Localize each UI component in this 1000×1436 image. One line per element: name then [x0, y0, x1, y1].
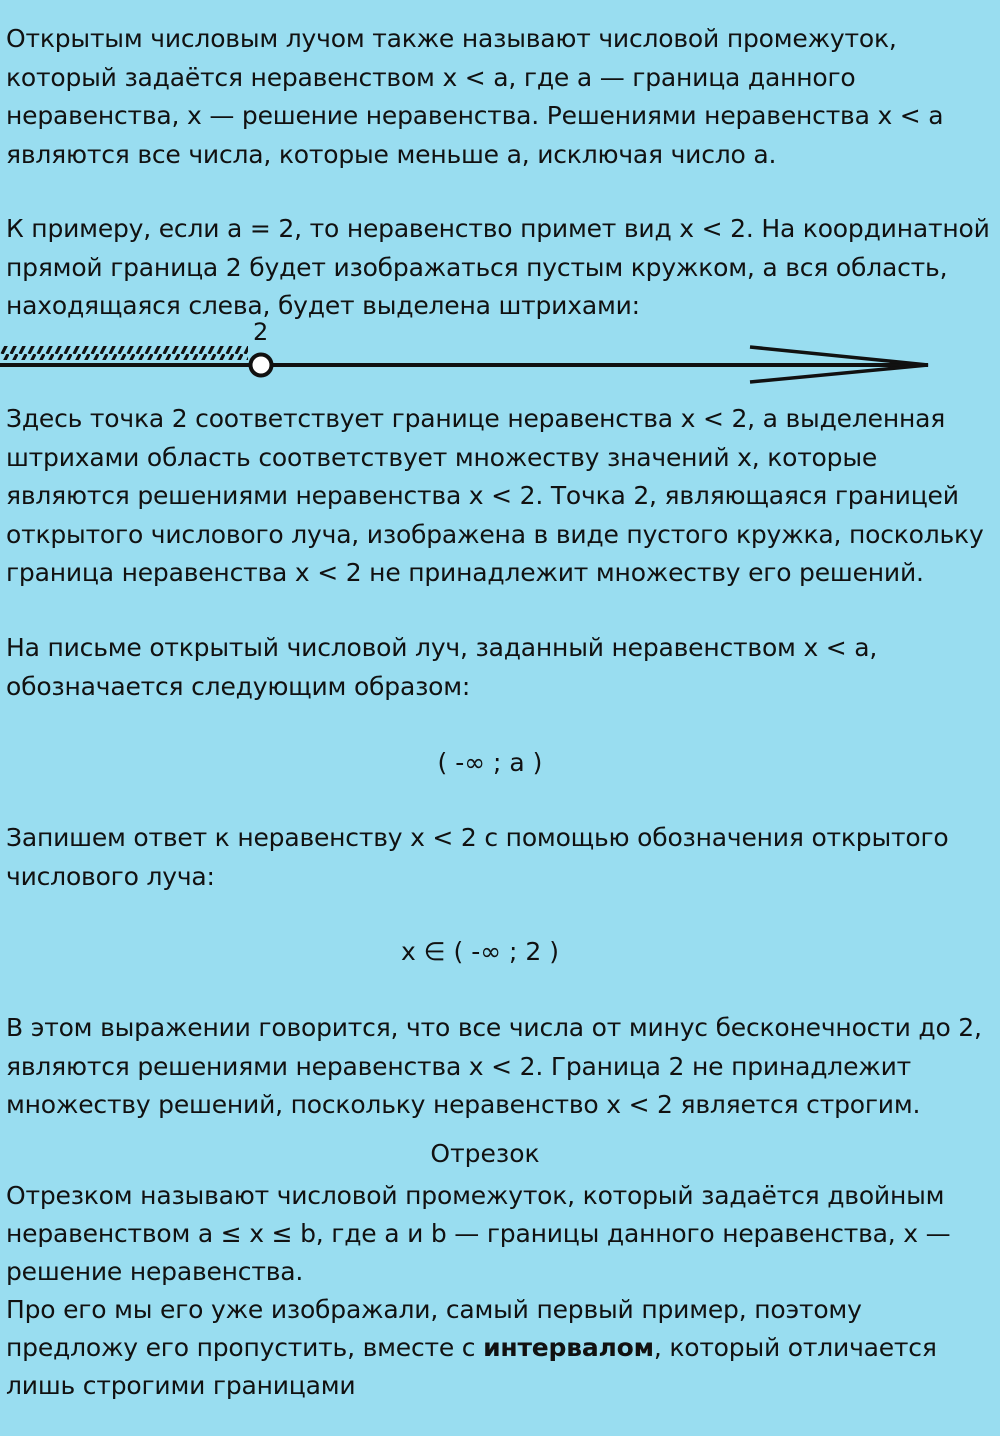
formula-open-ray: ( -∞ ; a ) [437, 748, 543, 777]
paragraph-segment-definition: Отрезком называют числовой промежуток, который задаётся двойным неравенством a ≤ x ≤ b, где a и b — границы данного неравенства, x — решение неравенства. [6, 1181, 951, 1286]
paragraph-notation-intro: На письме открытый числовой луч, заданный неравенством x < a, обозначается следующим образом: [6, 633, 878, 701]
closing-text-end: , который отличается лишь строгими границами [6, 1333, 937, 1400]
paragraph-explanation: Здесь точка 2 соответствует границе неравенства x < 2, а выделенная штрихами область соответствует множеству значений x, которые являются решениями неравенства x < 2. Точка 2, являющаяся границей открытого числового луча, изображена в виде пустого кружка, поскольку граница неравенства x < 2 не принадлежит множеству его решений. [6, 404, 984, 587]
paragraph-answer-explanation: В этом выражении говорится, что все числа от минус бесконечности до 2, являются решениями неравенства x < 2. Граница 2 не принадлежит множеству решений, поскольку неравенство x < 2 является строгим. [6, 1013, 982, 1119]
paragraph-example: К примеру, если a = 2, то неравенство примет вид x < 2. На координатной прямой граница 2 будет изображаться пустым кружком, а вся область, находящаяся слева, будет выделена штрихами: [6, 214, 990, 320]
formula-answer: x ∈ ( -∞ ; 2 ) [401, 937, 559, 966]
closing-text-start: Про его мы его уже изображали, самый первый пример, поэтому предложу его пропустить, вместе с [6, 1295, 862, 1362]
section-heading: Отрезок [430, 1139, 540, 1168]
paragraph-closing [6, 1291, 996, 1405]
paragraph-answer-intro: Запишем ответ к неравенству x < 2 с помощью обозначения открытого числового луча: [6, 823, 949, 891]
point-label: 2 [253, 318, 269, 346]
closing-text-bold: интервалом [483, 1333, 654, 1362]
paragraph-open-ray-definition: Открытым числовым лучом также называют числовой промежуток, который задаётся неравенством x < a, где a — граница данного неравенства, x — решение неравенства. Решениями неравенства x < a являются все числа, которые меньше a, исключая число a. [6, 24, 944, 169]
open-point-marker [251, 355, 272, 376]
hatched-region [0, 346, 248, 360]
number-line-diagram [0, 318, 1000, 398]
